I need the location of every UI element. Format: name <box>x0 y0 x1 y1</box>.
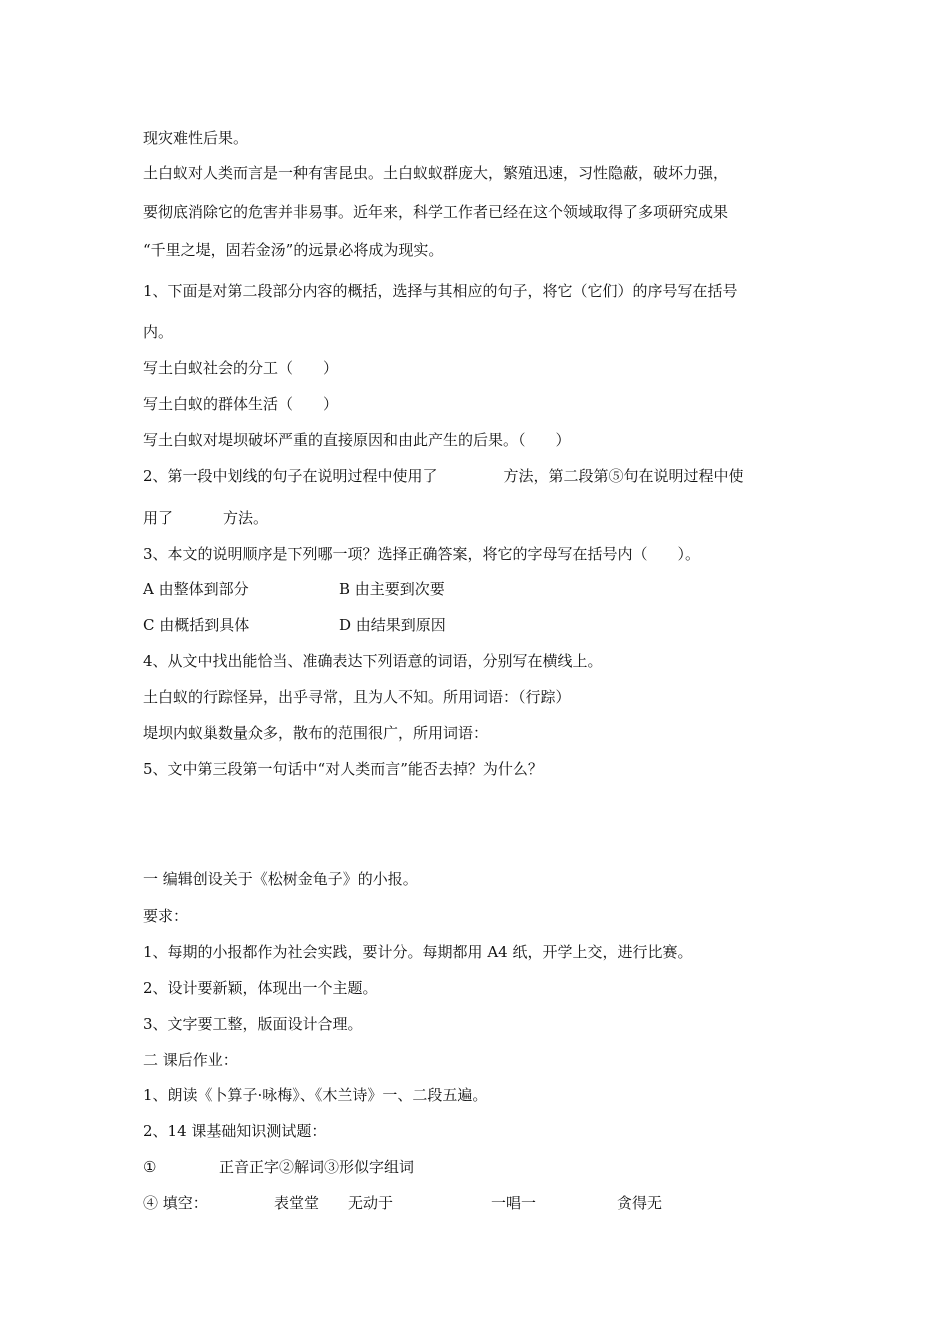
fill-in-row <box>143 1193 662 1213</box>
question-2-text: 用了 <box>143 509 174 527</box>
question-2-text: 方法，第二段第⑤句在说明过程中使 <box>503 467 744 485</box>
question-1-item: 写土白蚁对堤坝破坏严重的直接原因和由此产生的后果。（ ） <box>143 431 571 449</box>
passage-line: 土白蚁对人类而言是一种有害昆虫。土白蚁蚁群庞大，繁殖迅速，习性隐蔽，破坏力强， <box>143 164 729 182</box>
question-2-continued <box>143 508 268 528</box>
passage-line: 现灾难性后果。 <box>143 129 249 147</box>
question-4: 4、从文中找出能恰当、准确表达下列语意的词语，分别写在横线上。 <box>143 652 603 670</box>
question-2-text: 2、第一段中划线的句子在说明过程中使用了 <box>143 467 438 485</box>
fill-in-item: 一唱一 <box>491 1194 537 1212</box>
question-2 <box>143 466 744 486</box>
section-heading: 一 编辑创设关于《松树金龟子》的小报。 <box>143 870 418 888</box>
requirement-item: 1、每期的小报都作为社会实践，要计分。每期都用 A4 纸，开学上交，进行比赛。 <box>143 943 693 961</box>
question-1-item: 写土白蚁社会的分工（ ） <box>143 359 339 377</box>
question-1-continued: 内。 <box>143 323 174 341</box>
passage-line: 要彻底消除它的危害并非易事。近年来，科学工作者已经在这个领域取得了多项研究成果 <box>143 203 729 221</box>
homework-number: ① <box>143 1158 157 1176</box>
homework-text: 正音正字②解词③形似字组词 <box>219 1158 415 1176</box>
question-2-text: 方法。 <box>223 509 269 527</box>
option-d: D 由结果到原因 <box>339 616 446 634</box>
fill-in-item: 贪得无 <box>617 1194 663 1212</box>
question-1-item: 写土白蚁的群体生活（ ） <box>143 395 339 413</box>
option-c: C 由概括到具体 <box>143 616 250 634</box>
passage-line: “千里之堤，固若金汤”的远景必将成为现实。 <box>143 241 444 259</box>
question-3-options-row <box>143 615 446 635</box>
homework-item <box>143 1157 414 1177</box>
question-5: 5、文中第三段第一句话中“对人类而言”能否去掉？为什么？ <box>143 760 543 778</box>
question-3: 3、本文的说明顺序是下列哪一项？选择正确答案，将它的字母写在括号内（ ）。 <box>143 545 701 563</box>
option-b: B 由主要到次要 <box>339 580 445 598</box>
fill-in-item: 无动于 <box>348 1194 394 1212</box>
option-a: A 由整体到部分 <box>143 580 249 598</box>
homework-item: 1、朗读《卜算子·咏梅》、《木兰诗》一、二段五遍。 <box>143 1086 488 1104</box>
question-4-item: 土白蚁的行踪怪异，出乎寻常，且为人不知。所用词语：（行踪） <box>143 688 571 706</box>
requirement-item: 2、设计要新颖，体现出一个主题。 <box>143 979 378 997</box>
fill-in-item: 表堂堂 <box>274 1194 320 1212</box>
question-4-item: 堤坝内蚁巢数量众多，散布的范围很广，所用词语： <box>143 724 489 742</box>
requirements-label: 要求： <box>143 907 189 925</box>
section-heading: 二 课后作业： <box>143 1051 238 1069</box>
question-1: 1、下面是对第二段部分内容的概括，选择与其相应的句子，将它（它们）的序号写在括号 <box>143 282 738 300</box>
fill-in-label: ④ 填空： <box>143 1194 208 1212</box>
requirement-item: 3、文字要工整，版面设计合理。 <box>143 1015 363 1033</box>
homework-item: 2、14 课基础知识测试题： <box>143 1122 327 1140</box>
question-3-options-row <box>143 579 445 599</box>
